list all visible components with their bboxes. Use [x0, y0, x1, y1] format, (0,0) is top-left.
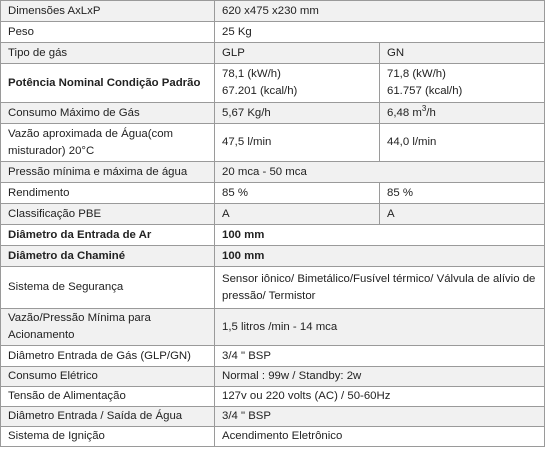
- row-value: 3/4 " BSP: [215, 346, 545, 367]
- row-value: 100 mm: [215, 225, 545, 246]
- unit-superscript: 3: [421, 103, 427, 113]
- row-value: 1,5 litros /min - 14 mca: [215, 309, 545, 346]
- row-label: Diâmetro Entrada de Gás (GLP/GN): [1, 346, 215, 367]
- table-row: [1, 124, 545, 162]
- row-label: Peso: [1, 22, 215, 43]
- glp-power-kw: 78,1 (kW/h): [222, 68, 281, 80]
- row-label: Tipo de gás: [1, 43, 215, 64]
- row-label: Sistema de Segurança: [1, 267, 215, 309]
- glp-value: GLP: [215, 43, 380, 64]
- gn-value: 85 %: [380, 183, 545, 204]
- glp-value: A: [215, 204, 380, 225]
- table-row: [1, 103, 545, 124]
- table-row: [1, 64, 545, 103]
- gn-power-kw: 71,8 (kW/h): [387, 68, 446, 80]
- row-value: 620 x475 x230 mm: [215, 1, 545, 22]
- glp-power-kcal: 67.201 (kcal/h): [222, 85, 298, 97]
- row-label: Diâmetro da Chaminé: [1, 246, 215, 267]
- gn-value: [380, 64, 545, 103]
- row-label: Diâmetro Entrada / Saída de Água: [1, 407, 215, 427]
- table-row: [1, 22, 545, 43]
- table-row: [1, 346, 545, 367]
- row-value: 127v ou 220 volts (AC) / 50-60Hz: [215, 387, 545, 407]
- row-value: Normal : 99w / Standby: 2w: [215, 367, 545, 387]
- table-row: [1, 43, 545, 64]
- table-row: [1, 367, 545, 387]
- table-row: [1, 1, 545, 22]
- row-value: Sensor iônico/ Bimetálico/Fusível térmico/ Válvula de alívio de pressão/ Termistor: [215, 267, 545, 309]
- gn-value: [380, 103, 545, 124]
- row-value: 100 mm: [215, 246, 545, 267]
- table-row: [1, 246, 545, 267]
- row-label: Pressão mínima e máxima de água: [1, 162, 215, 183]
- gn-power-kcal: 61.757 (kcal/h): [387, 85, 463, 97]
- row-value: 25 Kg: [215, 22, 545, 43]
- glp-value: [215, 64, 380, 103]
- row-label: Vazão/Pressão Mínima para Acionamento: [1, 309, 215, 346]
- table-row: [1, 267, 545, 309]
- row-label: Consumo Elétrico: [1, 367, 215, 387]
- row-label: Dimensões AxLxP: [1, 1, 215, 22]
- row-label: Rendimento: [1, 183, 215, 204]
- row-label: Consumo Máximo de Gás: [1, 103, 215, 124]
- row-label: Classificação PBE: [1, 204, 215, 225]
- glp-value: 47,5 l/min: [215, 124, 380, 162]
- table-row: [1, 427, 545, 447]
- table-row: [1, 162, 545, 183]
- row-label: Potência Nominal Condição Padrão: [1, 64, 215, 103]
- table-row: [1, 407, 545, 427]
- table-row: [1, 225, 545, 246]
- glp-value: 5,67 Kg/h: [215, 103, 380, 124]
- gn-value: 44,0 l/min: [380, 124, 545, 162]
- unit-suffix: /h: [426, 106, 436, 119]
- row-value: 3/4 " BSP: [215, 407, 545, 427]
- row-label: Sistema de Ignição: [1, 427, 215, 447]
- table-row: [1, 204, 545, 225]
- table-row: [1, 387, 545, 407]
- row-label: Diâmetro da Entrada de Ar: [1, 225, 215, 246]
- gn-consumption: 6,48 m: [387, 106, 422, 119]
- row-value: 20 mca - 50 mca: [215, 162, 545, 183]
- row-label: Vazão aproximada de Água(com misturador) 20°C: [1, 124, 215, 162]
- table-row: [1, 309, 545, 346]
- table-row: [1, 183, 545, 204]
- glp-value: 85 %: [215, 183, 380, 204]
- gn-value: A: [380, 204, 545, 225]
- row-label: Tensão de Alimentação: [1, 387, 215, 407]
- row-value: Acendimento Eletrônico: [215, 427, 545, 447]
- gn-value: GN: [380, 43, 545, 64]
